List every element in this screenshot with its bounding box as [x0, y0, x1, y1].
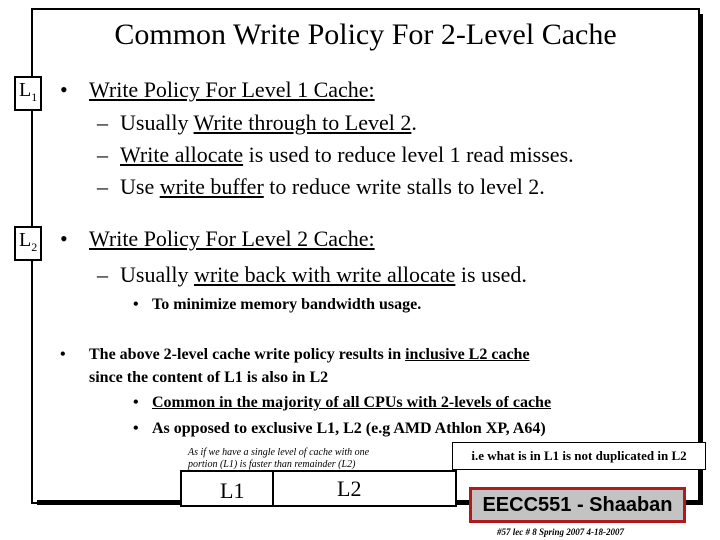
bullet-sub: • [133, 296, 139, 313]
bullet-4: • [133, 394, 139, 411]
bullet-2: • [60, 226, 68, 251]
para-bullet-2: As opposed to exclusive L1, L2 (e.g AMD Athlon XP, A64) [152, 420, 546, 437]
section2-item: Usually write back with write allocate is used. [120, 262, 527, 287]
dash-1: – [97, 110, 108, 135]
para-bullet-1: Common in the majority of all CPUs with 2-levels of cache [152, 394, 552, 411]
section2-sub: To minimize memory bandwidth usage. [152, 296, 422, 313]
cache-bar-l2: L2 [337, 476, 362, 501]
para-line-1: The above 2-level cache write policy results in inclusive L2 cache [89, 346, 530, 363]
course-badge-text: EECC551 - Shaaban [482, 494, 673, 516]
para-line-2: since the content of L1 is also in L2 [89, 369, 329, 386]
l2-label: $L_2$ [14, 226, 42, 261]
section1-item-1: Usually Write through to Level 2. [120, 110, 417, 135]
section2-heading: Write Policy For Level 2 Cache: [89, 226, 375, 251]
footer-text: #57 lec # 8 Spring 2007 4-18-2007 [497, 527, 624, 537]
bullet-3: • [60, 346, 66, 363]
slide-title: Common Write Policy For 2-Level Cache [114, 18, 617, 51]
dash-3: – [97, 174, 108, 199]
cache-bar-divider [272, 472, 274, 505]
bullet-5: • [133, 420, 139, 437]
cache-bar-l1: L1 [220, 478, 245, 503]
cache-bar [180, 470, 457, 507]
note-line-1: As if we have a single level of cache with one [188, 447, 370, 458]
section1-heading: Write Policy For Level 1 Cache: [89, 77, 375, 102]
exclusive-note-box: i.e what is in L1 is not duplicated in L2 [452, 442, 706, 470]
section1-item-3: Use write buffer to reduce write stalls to level 2. [120, 174, 545, 199]
course-badge [469, 487, 686, 523]
l1-label: $L_1$ [14, 76, 42, 111]
section1-item-2: Write allocate is used to reduce level 1 read misses. [120, 142, 574, 167]
note-line-2: portion (L1) is faster than remainder (L2) [188, 459, 356, 470]
bullet-1: • [60, 77, 68, 102]
dash-4: – [97, 262, 108, 287]
dash-2: – [97, 142, 108, 167]
